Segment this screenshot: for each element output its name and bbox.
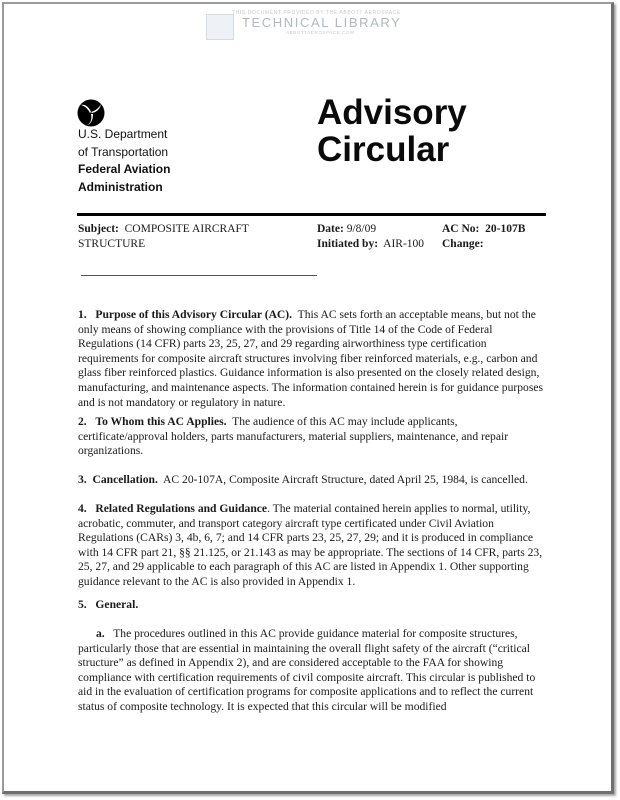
- section-number: 2.: [78, 415, 87, 428]
- header-rule: [77, 213, 546, 216]
- section-heading: General.: [95, 598, 139, 611]
- date-label: Date:: [317, 223, 344, 235]
- section-1-purpose: [78, 308, 548, 410]
- initiated-by-label: Initiated by:: [317, 238, 379, 250]
- agency-line-1: U.S. Department: [78, 127, 168, 141]
- section-text: . The material contained herein applies to normal, utility, acrobatic, commuter, and transport category aircraft type certificated under Civil Aviation Regulations (CARs) 3, 4b, 6, 7; and 14 CFR parts 23, 25, 27, 29; and it is produced in compliance with 14 CFR part 21, §§ 21.125, or 21.143 as may be appropriate. The sections of 14 CFR, parts 23, 25, 27, and 29 applicable to each paragraph of this AC are listed in Appendix 1. Other supporting guidance relevant to the AC is also provided in Appendix 1.: [78, 502, 543, 588]
- agency-block: [78, 126, 170, 196]
- document-page: [2, 2, 614, 794]
- section-text: This AC sets forth an acceptable means, but not the only means of showing compliance with the provisions of Title 14 of the Code of Federal Regulations (14 CFR) parts 23, 25, 27, and 29 regarding airworthiness type certification requirements for composite aircraft structures involving fiber reinforced materials, e.g., carbon and glass fiber reinforced plastics. Guidance information is also presented on the closely related design, manufacturing, and maintenance aspects. The information contained herein is for guidance purposes and is not mandatory or regulatory in nature.: [78, 308, 543, 409]
- technical-library-watermark: [206, 8, 402, 42]
- subsection-text: The procedures outlined in this AC provide guidance material for composite structures, particularly those that are essential in maintaining the overall flight safety of the aircraft (“critical structure” as defined in Appendix 2), and are considered acceptable to the FAA for showing compliance with certification requirements of civil composite aircraft. This circular is published to aid in the evaluation of certification programs for composite applications and to reflect the current status of composite technology. It is expected that this circular will be modified: [78, 627, 536, 713]
- ac-number-label: AC No:: [442, 223, 480, 235]
- subsection-5a: [78, 627, 548, 715]
- dot-triskelion-logo-icon: [77, 99, 105, 127]
- date-initiated-block: [317, 222, 447, 252]
- section-heading: Purpose of this Advisory Circular (AC).: [95, 308, 293, 321]
- section-5-general: [78, 598, 548, 613]
- section-number: 1.: [78, 308, 87, 321]
- subsection-label: a.: [96, 627, 105, 640]
- section-heading: Related Regulations and Guidance: [95, 502, 268, 515]
- change-label: Change:: [442, 238, 484, 250]
- subject-value-line-2: STRUCTURE: [78, 238, 146, 250]
- signature-line: [81, 275, 317, 276]
- document-type-title: [317, 94, 467, 168]
- section-heading: To Whom this AC Applies.: [95, 415, 227, 428]
- ac-number-value: 20-107B: [485, 223, 526, 235]
- subject-field: [78, 222, 298, 252]
- section-number: 4.: [78, 502, 87, 515]
- section-3-cancellation: [78, 473, 548, 488]
- section-heading: Cancellation.: [92, 473, 158, 486]
- initiated-by-value: AIR-100: [383, 238, 425, 250]
- title-line-2: Circular: [317, 130, 450, 169]
- date-value: 9/8/09: [346, 223, 377, 235]
- section-number: 3.: [78, 473, 87, 486]
- subject-label: Subject:: [78, 223, 119, 235]
- section-4-related-regulations: [78, 502, 548, 590]
- section-2-audience: [78, 415, 548, 459]
- library-book-icon: [206, 14, 234, 40]
- initiated-by-field: [317, 237, 447, 252]
- subject-value-line-1: COMPOSITE AIRCRAFT: [124, 223, 249, 235]
- change-field: [442, 237, 552, 252]
- agency-line-2: of Transportation: [78, 144, 169, 159]
- date-field: [317, 222, 447, 237]
- title-line-1: Advisory: [317, 93, 467, 132]
- ac-number-block: [442, 222, 552, 252]
- agency-line-3: Federal Aviation: [78, 162, 171, 176]
- agency-line-4: Administration: [78, 179, 163, 194]
- section-number: 5.: [78, 598, 87, 611]
- ac-number-field: [442, 222, 552, 237]
- watermark-title: TECHNICAL LIBRARY: [242, 15, 402, 30]
- watermark-url: ABBOTTAEROSPACE.COM: [286, 30, 355, 35]
- section-text: AC 20-107A, Composite Aircraft Structure, dated April 25, 1984, is cancelled.: [163, 473, 528, 486]
- section-text: The audience of this AC may include applicants, certificate/approval holders, parts manufacturers, material suppliers, maintenance, and repair organizations.: [78, 415, 509, 458]
- watermark-top-line: THIS DOCUMENT PROVIDED BY THE ABBOTT AEROSPACE: [232, 10, 401, 16]
